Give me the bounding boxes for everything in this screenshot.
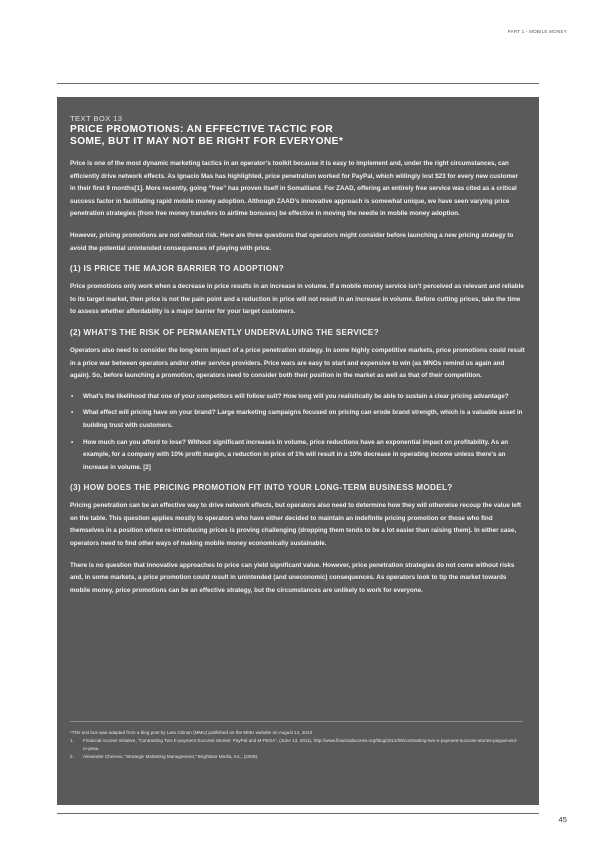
footnotes	[70, 729, 520, 761]
intro-paragraph-1: Price is one of the most dynamic marketing tactics in an operator’s toolkit because it is easy to implement and, under the right circumstances, can efficiently drive network effects. As Ignacio Mas has highlighted, price penetration worked for PayPal, which willingly lost $23 for every new customer in their first 9 months[1]. More recently, going “free” has proven itself in Somaliland. For ZAAD, offering an entirely free service was cited as a critical success factor in facilitating rapid mobile money adoption. Although ZAAD’s innovative approach is somewhat unique, we have seen varying price penetration strategies (from free money transfers to airtime bonuses) be effective in moving the needle in mobile money adoption.	[70, 160, 519, 218]
question-2-heading: (2) WHAT’S THE RISK OF PERMANENTLY UNDERVALUING THE SERVICE?	[70, 327, 379, 337]
top-rule	[57, 83, 539, 84]
footnote-rule	[70, 721, 523, 722]
question-1-heading: (1) IS PRICE THE MAJOR BARRIER TO ADOPTION?	[70, 264, 284, 274]
footnote-text: Alexander Chernev, “Strategic Marketing Management,” Brightstar Media, Inc., (2008).	[83, 754, 259, 760]
bullet-item: • What effect will pricing have on your brand? Large marketing campaigns focused on pricing can erode brand strength, which is a valuable asset in building trust with customers.	[70, 407, 525, 432]
text-box-label: TEXT BOX 13	[70, 114, 123, 123]
page-number: 45	[558, 815, 567, 824]
conclusion-paragraph: There is no question that innovative approaches to price can yield significant value. However, price penetration strategies do not come without risks and, in some markets, a price promotion could result in unintended (and uneconomic) consequences. As operators look to tip the market towards mobile money, price promotions can be an effective strategy, but the circumstances are unlikely to work for everyone.	[70, 561, 515, 594]
footnote-item	[70, 753, 520, 760]
text-box-content	[70, 114, 525, 597]
text-box-title: PRICE PROMOTIONS: AN EFFECTIVE TACTIC FOR SOME, BUT IT MAY NOT BE RIGHT FOR EVERYONE*	[70, 124, 344, 147]
footnote-number: 1.	[70, 738, 74, 744]
footnote-text: Financial Access Initiative, “Contrasting Two E-payment Success Stories: PayPal and M-PESA”, (June 13, 2011), http://www.financialaccess.org/blog/2011/06/contrasting-two-e-payment-success-stories-paypal-and-m-pesa	[83, 738, 518, 751]
question-1-text: Price promotions only work when a decrease in price results in an increase in volume. If a mobile money service isn’t perceived as relevant and reliable to its target market, then price is not the pain point and a reduction in price will not result in an increase in volume. Before cutting prices, take the time to assess whether affordability is a major barrier for your target customers.	[70, 283, 524, 316]
question-2-bullets	[70, 391, 525, 475]
bullet-item: • How much can you afford to lose? Without significant increases in volume, price reductions have an exponential impact on profitability. As an example, for a company with 10% profit margin, a reduction in price of 1% will result in a 10% decrease in operating income unless there’s an increase in volume. [2]	[70, 437, 525, 475]
intro-paragraph-2: However, pricing promotions are not without risk. Here are three questions that operators might consider before launching a new pricing strategy to avoid the potential unintended consequences of playing with price.	[70, 231, 514, 252]
footnote-item	[70, 737, 520, 752]
footnote-star: *This text box was adapted from a blog post by Lara Gilman (MMU) published on the MMU website on August 12, 2013	[70, 730, 313, 735]
footnote-number: 2.	[70, 754, 74, 760]
question-2-text: Operators also need to consider the long-term impact of a price penetration strategy. In some highly competitive markets, price promotions could result in a price war between operators and/or other service providers. Price wars are easy to start and expensive to win (as MNOs remind us again and again). So, before launching a promotion, operators need to consider both their position in the market as well as that of their competition.	[70, 346, 525, 380]
bullet-item: • What’s the likelihood that one of your competitors will follow suit? How long will you realistically be able to sustain a clear pricing advantage?	[70, 391, 525, 404]
bottom-rule	[57, 813, 539, 814]
running-head: PART 1 - MOBILE MONEY	[507, 29, 567, 34]
text-box	[57, 97, 539, 805]
question-3-text: Pricing penetration can be an effective way to drive network effects, but operators also need to determine how they will otherwise recoup the value left on the table. This question applies mostly to operators who have either decided to maintain an indefinite pricing promotion or those who find themselves in a position where re-introducing prices is proving challenging (dropping them tends to be a lot easier than raising them). In either case, operators need to find other ways of making mobile money economically sustainable.	[70, 502, 522, 548]
question-3-heading: (3) HOW DOES THE PRICING PROMOTION FIT INTO YOUR LONG-TERM BUSINESS MODEL?	[70, 483, 453, 493]
